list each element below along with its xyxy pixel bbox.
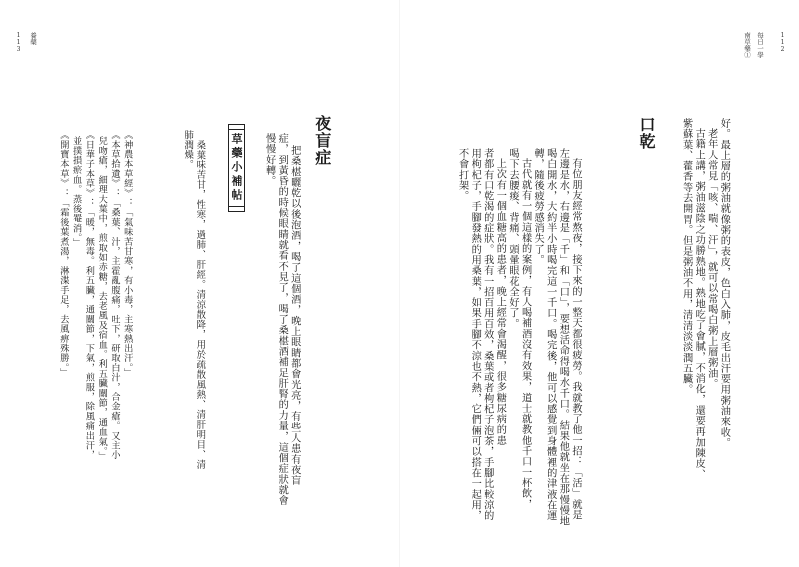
section-heading: 夜盲症 [312, 115, 332, 166]
dry-mouth-section [455, 148, 581, 526]
night-blindness-section [262, 105, 332, 506]
right-page [400, 0, 799, 567]
quote-line: 《神農本草經》：「氣味苦甘寒，有小毒，主寒熱出汗。」 [121, 130, 133, 378]
classic-quotes [56, 130, 133, 461]
body-line: 把桑椹曬乾以後泡酒，喝了這個酒，晚上眼睛都會光亮，有些人患有夜盲 [288, 145, 300, 486]
herb-tip-box [228, 124, 245, 212]
left-running-head: 養藥 [29, 32, 37, 45]
body-line: 紫蘇葉、藿香等去開胃。但是粥油不用，清清淡淡潤五臟。 [680, 118, 692, 395]
running-head-line: 每日一學 [756, 32, 764, 58]
section-heading: 口乾 [637, 116, 656, 150]
body-line: 慢慢好轉。 [263, 133, 275, 187]
left-page [0, 0, 399, 567]
body-line: 喝下去腰痠、背痛、頭暈眼花全好了。 [506, 148, 518, 330]
body-line: 古代就有一個這樣的案例，有人喝補酒沒有效果，道士就教他千口一杯飲， [519, 158, 531, 510]
right-page-number: 112 [779, 32, 786, 53]
body-line: 左邊是水，右邊是「千」和「口」，要想活命得喝水千口。結果他就坐在那慢慢地 [557, 148, 569, 527]
body-line: 古籍上講，粥油滋陰之功勝熟地。熟地吃了會膩，不消化，還要再加陳皮、 [693, 128, 705, 480]
body-line: 喝白開水，大約半小時喝完這一千口。喝完後，他可以感覺到身體裡的津液在運 [544, 148, 556, 521]
body-line: 老年人常見「咳、喘、汗」，就可以常喝白粥上層粥油。 [705, 128, 717, 390]
body-line: 有位朋友經常熬夜，接下來的一整天都很疲勞。我就教了他一招：「活」就是 [569, 158, 581, 521]
quote-line: 《本草拾遺》：「桑葉、汁，主霍亂腹痛，吐下，研取白汁，合金瘡。又主小 [108, 130, 120, 460]
herb-line: 桑葉味苦甘，性寒，過肺、肝經。清涼散降，用於疏散風熱、清肝明目、清 [194, 140, 206, 470]
body-line: 上次有一個血糖高的患者，晚上經常會渴醒，很多糖尿病的患 [494, 158, 506, 446]
body-line: 不會打架。 [456, 148, 468, 202]
quote-line: 《開寶本草》：「霜後葉煮湯，淋渫手足，去風痹殊勝。」 [57, 130, 69, 378]
quote-line: 並撲損瘀血。蒸後罨消。」 [70, 136, 82, 248]
quote-line: 兒吻瘡，細理大葉中，煎取如赤糖，去老風及宿血。利五臟關節，通血氣。」 [96, 136, 108, 462]
left-page-number: 113 [15, 32, 22, 53]
herb-line: 肺潤燥。 [182, 130, 194, 170]
body-line: 好。最上層的粥油就像粥的表皮，色白入肺，皮毛出汗要用粥油來收。 [718, 118, 730, 449]
running-head-line: 南草藥① [743, 32, 751, 58]
intro-text [679, 118, 729, 479]
herb-tip-title: 草藥小補帖 [228, 129, 245, 207]
body-line: 用枸杞子，手腳發熱的用桑葉，如果手腳不涼也不熱，它們倆可以搭在一起用， [469, 148, 481, 521]
right-running-head [742, 32, 765, 58]
quote-line: 《日華子本草》：「暖，無毒。利五臟，通關節，下氣，煎服，除風痛出汗， [83, 130, 95, 460]
body-line: 者都有口乾渴的症狀。我有一招百用百效，桑葉或者枸杞子泡茶，手腳比較涼的 [481, 148, 493, 521]
herb-description [181, 130, 205, 470]
body-line: 症，到黃昏的時候眼睛就看不見了，喝了桑椹酒補足肝腎的力量，這個症狀就會 [276, 133, 288, 506]
body-line: 轉，隨後疲勞感消失了。 [532, 148, 544, 266]
